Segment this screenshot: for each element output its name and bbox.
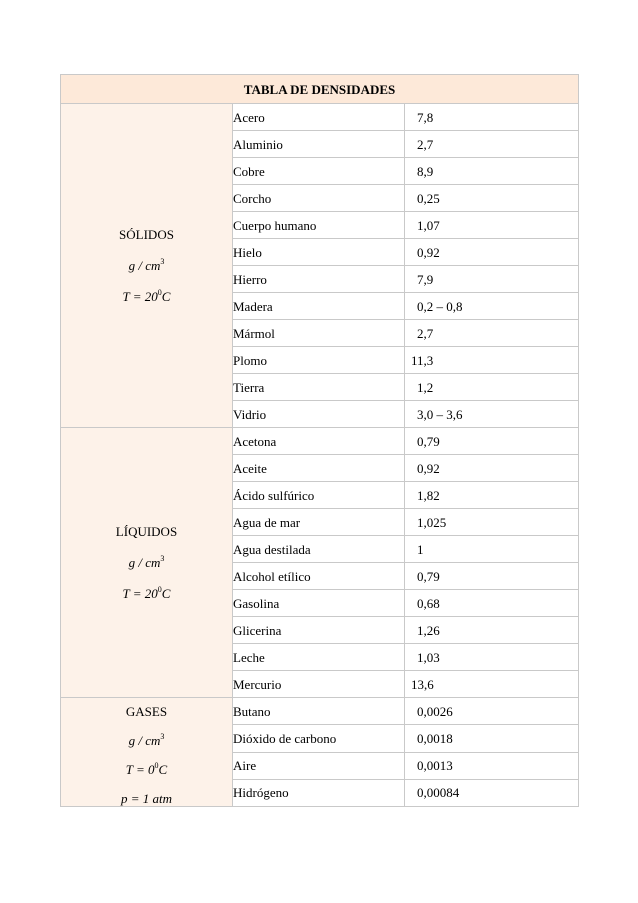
- category-label: LÍQUIDOS: [115, 524, 178, 539]
- material-name: Leche: [233, 644, 405, 671]
- pressure-condition: p = 1 atm: [120, 791, 173, 806]
- density-value: 0,2 – 0,8: [405, 293, 579, 320]
- density-value: 2,7: [405, 320, 579, 347]
- material-name: Plomo: [233, 347, 405, 374]
- material-name: Madera: [233, 293, 405, 320]
- table-title: TABLA DE DENSIDADES: [61, 75, 579, 104]
- density-table: [60, 74, 579, 807]
- density-value: 0,79: [405, 428, 579, 455]
- density-value: 0,00084: [405, 779, 579, 806]
- density-value: 1: [405, 536, 579, 563]
- density-value: 0,0013: [405, 752, 579, 779]
- density-value: 0,79: [405, 563, 579, 590]
- temperature-condition: $T = 0^0C$: [125, 761, 168, 777]
- material-name: Agua de mar: [233, 509, 405, 536]
- material-name: Agua destilada: [233, 536, 405, 563]
- density-value: 1,025: [405, 509, 579, 536]
- material-name: Tierra: [233, 374, 405, 401]
- density-value: 0,92: [405, 239, 579, 266]
- material-name: Cuerpo humano: [233, 212, 405, 239]
- density-value: 0,92: [405, 455, 579, 482]
- table-row: [61, 104, 579, 131]
- category-solids: [61, 104, 233, 428]
- density-value: 0,0026: [405, 698, 579, 725]
- category-gases: [61, 698, 233, 807]
- density-unit: g / $cm^3$: [128, 554, 165, 570]
- density-value: 0,25: [405, 185, 579, 212]
- material-name: Alcohol etílico: [233, 563, 405, 590]
- category-liquids: [61, 428, 233, 698]
- material-name: Mercurio: [233, 671, 405, 698]
- material-name: Dióxido de carbono: [233, 725, 405, 752]
- material-name: Aceite: [233, 455, 405, 482]
- density-value: 13,6: [405, 671, 579, 698]
- material-name: Aluminio: [233, 131, 405, 158]
- material-name: Hielo: [233, 239, 405, 266]
- material-name: Acero: [233, 104, 405, 131]
- material-name: Hidrógeno: [233, 779, 405, 806]
- material-name: Vidrio: [233, 401, 405, 428]
- density-value: 8,9: [405, 158, 579, 185]
- category-label: SÓLIDOS: [119, 227, 174, 242]
- density-value: 1,2: [405, 374, 579, 401]
- density-value: 1,03: [405, 644, 579, 671]
- density-value: 1,82: [405, 482, 579, 509]
- category-label: GASES: [125, 704, 168, 719]
- material-name: Glicerina: [233, 617, 405, 644]
- density-value: 0,68: [405, 590, 579, 617]
- density-value: 1,26: [405, 617, 579, 644]
- material-name: Gasolina: [233, 590, 405, 617]
- material-name: Butano: [233, 698, 405, 725]
- temperature-condition: $T = 20^0C$: [122, 585, 171, 601]
- density-unit: g / $cm^3$: [128, 257, 165, 273]
- material-name: Cobre: [233, 158, 405, 185]
- density-value: 7,8: [405, 104, 579, 131]
- table-row: [61, 698, 579, 725]
- material-name: Ácido sulfúrico: [233, 482, 405, 509]
- table-row: [61, 428, 579, 455]
- material-name: Corcho: [233, 185, 405, 212]
- material-name: Aire: [233, 752, 405, 779]
- title-row: [61, 75, 579, 104]
- density-value: 2,7: [405, 131, 579, 158]
- density-unit: g / $cm^3$: [128, 732, 165, 748]
- density-value: 0,0018: [405, 725, 579, 752]
- density-value: 7,9: [405, 266, 579, 293]
- density-value: 11,3: [405, 347, 579, 374]
- material-name: Mármol: [233, 320, 405, 347]
- density-value: 1,07: [405, 212, 579, 239]
- temperature-condition: $T = 20^0C$: [122, 288, 171, 304]
- density-value: 3,0 – 3,6: [405, 401, 579, 428]
- material-name: Acetona: [233, 428, 405, 455]
- material-name: Hierro: [233, 266, 405, 293]
